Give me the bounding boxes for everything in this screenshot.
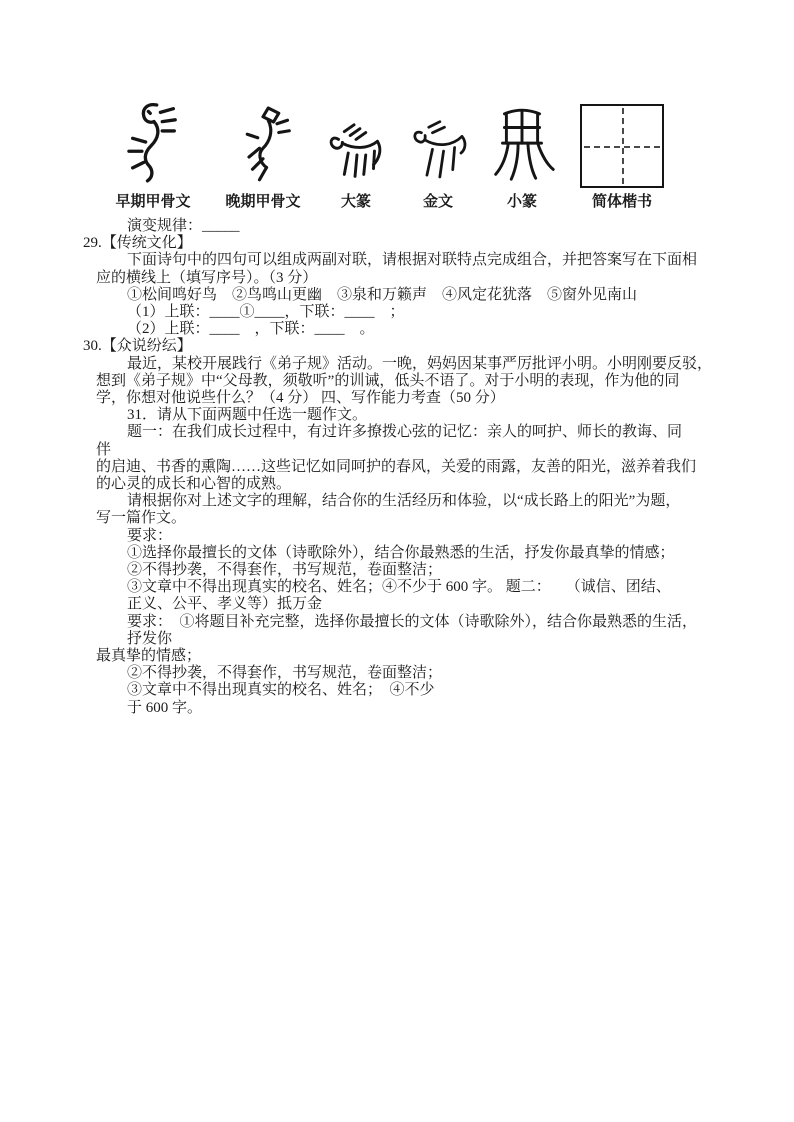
text-line: ②不得抄袭，不得套作，书写规范，卷面整洁； — [127, 665, 443, 682]
text-line: 请根据你对上述文字的理解，结合你的生活经历和体验，以“成长路上的阳光”为题， — [127, 493, 681, 510]
text-line: ①选择你最擅长的文体（诗歌除外），结合你最熟悉的生活，抒发你最真挚的情感； — [127, 544, 675, 561]
figure-label: 早期甲骨文 — [115, 194, 191, 210]
figure-item-large-seal — [318, 88, 394, 210]
character-evolution-figure — [96, 88, 716, 210]
text-line: ①松间鸣好鸟 ②鸟鸣山更幽 ③泉和万籁声 ④风定花犹落 ⑤窗外见南山 — [127, 286, 638, 303]
text-line: ③文章中不得出现真实的校名、姓名；④不少于 600 字。 题二： （诚信、团结、 — [127, 579, 671, 596]
figure-label: 小篆 — [506, 194, 537, 210]
figure-label: 简体楷书 — [591, 194, 652, 210]
text-line: 学，你想对他说些什么？（4 分） 四、写作能力考查（50 分） — [96, 390, 505, 407]
text-line: 29.【传统文化】 — [83, 235, 192, 252]
figure-item-bronze — [396, 88, 480, 210]
text-line: ③文章中不得出现真实的校名、姓名； ④不少 — [127, 682, 435, 699]
text-line: 的启迪、书香的熏陶……这些记忆如同呵护的春风，关爱的雨露，友善的阳光，滋养着我们 — [96, 458, 697, 475]
figure-label: 晚期甲骨文 — [225, 194, 301, 210]
text-line: 最近，某校开展践行《弟子规》活动。一晚，妈妈因某事严厉批评小明。小明刚要反驳， — [127, 355, 713, 372]
text-line: 于 600 字。 — [127, 699, 203, 716]
text-line: 最真挚的情感； — [96, 648, 202, 665]
figure-label: 大篆 — [340, 194, 371, 210]
text-line: 正义、公平、孝义等）抵万金 — [127, 596, 323, 613]
text-line: 要求： ①将题目补充完整，选择你最擅长的文体（诗歌除外），结合你最熟悉的生活， — [127, 613, 698, 630]
text-line: 要求： — [127, 527, 173, 544]
text-line: 30.【众说纷纭】 — [83, 338, 192, 355]
grid-vertical-dash — [622, 108, 624, 184]
text-line: （1）上联：____①____，下联：____ ； — [127, 304, 405, 321]
text-line: 伴 — [96, 441, 112, 458]
text-line: 抒发你 — [127, 630, 173, 647]
text-line: 题一：在我们成长过程中，有过许多撩拨心弦的记忆：亲人的呵护、师长的教诲、同 — [127, 424, 683, 441]
empty-practice-grid — [580, 104, 664, 188]
text-line: 31．请从下面两题中任选一题作文。 — [127, 407, 368, 424]
large-seal-horse-glyph — [320, 118, 392, 188]
text-line: ②不得抄袭，不得套作，书写规范，卷面整洁； — [127, 562, 443, 579]
figure-item-small-seal — [480, 88, 564, 210]
bronze-inscription-horse-glyph — [398, 118, 478, 188]
document-text — [83, 218, 736, 717]
text-line: 应的横线上（填写序号）。（3 分） — [96, 269, 318, 286]
text-line: 想到《弟子规》中“父母教，须敬听”的训诫，低头不语了。对于小明的表现，作为他的同 — [96, 372, 680, 389]
late-oracle-bone-horse-glyph — [228, 98, 298, 188]
figure-item-early-oracle — [110, 88, 196, 210]
text-line: 下面诗句中的四句可以组成两副对联，请根据对联特点完成组合，并把答案写在下面相 — [127, 252, 698, 269]
text-line: 演变规律：_____ — [127, 218, 240, 234]
text-line: （2）上联：____ ，下联：____ 。 — [127, 321, 375, 338]
small-seal-horse-glyph — [483, 106, 561, 188]
text-line: 的心灵的成长和心智的成熟。 — [96, 476, 292, 493]
figure-item-regular-script — [574, 88, 670, 210]
early-oracle-bone-horse-glyph — [116, 96, 190, 188]
figure-label: 金文 — [422, 194, 453, 210]
figure-item-late-oracle — [220, 88, 306, 210]
text-line: 写一篇作文。 — [96, 510, 187, 527]
